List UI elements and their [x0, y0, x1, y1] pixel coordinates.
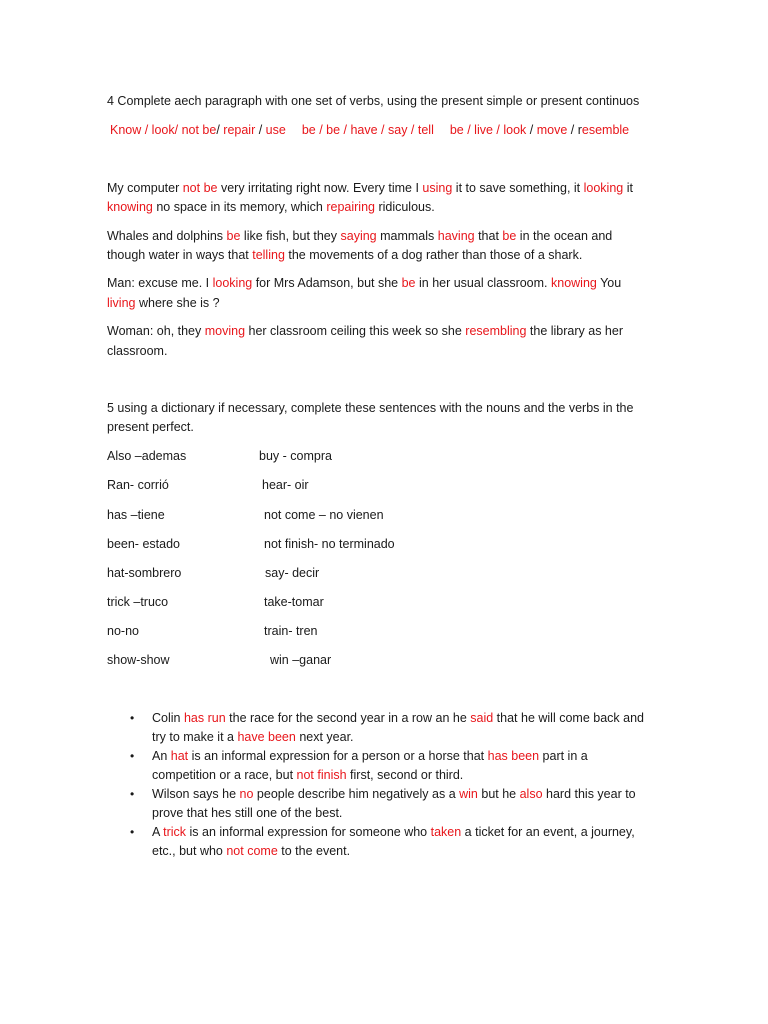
- exercise-4-title: 4 Complete aech paragraph with one set of verbs, using the present simple or present continuos: [107, 94, 640, 108]
- answer: not be: [182, 181, 218, 195]
- vocab-right: not come – no vienen: [264, 508, 384, 522]
- verb-move: move: [536, 123, 568, 137]
- answer: repairing: [326, 200, 375, 214]
- bullet-icon: •: [130, 711, 135, 725]
- vocab-left: show-show: [107, 653, 170, 667]
- answer: be: [401, 276, 416, 290]
- bullet-2-line-2: competition or a race, but not finish first, second or third.: [152, 768, 464, 782]
- bullet-1-line-2: try to make it a have been next year.: [152, 730, 354, 744]
- answer: resembling: [465, 324, 527, 338]
- paragraph-3-line-1: Man: excuse me. I looking for Mrs Adamson, but she be in her usual classroom. knowing You: [107, 276, 622, 290]
- verb-resemble: esemble: [581, 123, 630, 137]
- answer: living: [107, 296, 136, 310]
- bullet-3-line-1: Wilson says he no people describe him negatively as a win but he also hard this year to: [152, 787, 636, 801]
- verb-set-2: be / be / have / say / tell: [301, 123, 434, 137]
- vocab-right: train- tren: [264, 624, 318, 638]
- vocab-left: Ran- corrió: [107, 478, 169, 492]
- separator: /: [526, 123, 537, 137]
- verb-set-1: Know / look/ not be: [110, 123, 217, 137]
- separator: / r: [567, 123, 582, 137]
- bullet-icon: •: [130, 749, 135, 763]
- answer: using: [422, 181, 453, 195]
- vocab-left: hat-sombrero: [107, 566, 182, 580]
- bullet-3-line-2: prove that hes still one of the best.: [152, 806, 343, 820]
- bullet-4-line-2: etc., but who not come to the event.: [152, 844, 351, 858]
- answer: knowing: [551, 276, 597, 290]
- answer: looking: [212, 276, 253, 290]
- paragraph-2-line-1: Whales and dolphins be like fish, but they saying mammals having that be in the ocean and: [107, 229, 613, 243]
- vocab-left: no-no: [107, 624, 139, 638]
- vocab-left: has –tiene: [107, 508, 165, 522]
- paragraph-1-line-2: knowing no space in its memory, which repairing ridiculous.: [107, 200, 435, 214]
- answer: having: [437, 229, 475, 243]
- answer: trick: [163, 825, 187, 839]
- answer: saying: [340, 229, 377, 243]
- answer: have been: [237, 730, 296, 744]
- vocab-right: take-tomar: [264, 595, 324, 609]
- separator: /: [216, 123, 224, 137]
- answer: looking: [583, 181, 624, 195]
- bullet-2-line-1: An hat is an informal expression for a person or a horse that has been part in a: [152, 749, 588, 763]
- vocab-right: hear- oir: [262, 478, 309, 492]
- vocab-right: win –ganar: [270, 653, 332, 667]
- bullet-icon: •: [130, 787, 135, 801]
- answer: also: [519, 787, 543, 801]
- separator: /: [255, 123, 266, 137]
- bullet-icon: •: [130, 825, 135, 839]
- vocab-right: buy - compra: [259, 449, 332, 463]
- vocab-left: Also –ademas: [107, 449, 187, 463]
- vocab-right: say- decir: [265, 566, 320, 580]
- exercise-5-title-line-1: 5 using a dictionary if necessary, complete these sentences with the nouns and the verbs in the: [107, 401, 634, 415]
- vocab-left: been- estado: [107, 537, 180, 551]
- answer: not finish: [296, 768, 347, 782]
- answer: said: [470, 711, 494, 725]
- answer: be: [502, 229, 517, 243]
- answer: telling: [252, 248, 285, 262]
- answer: has run: [183, 711, 226, 725]
- paragraph-2-line-2: though water in ways that telling the movements of a dog rather than those of a shark.: [107, 248, 583, 262]
- bullet-1-line-1: Colin has run the race for the second year in a row an he said that he will come back and: [152, 711, 644, 725]
- answer: taken: [430, 825, 462, 839]
- verb-sets-line: [110, 123, 629, 137]
- verb-set-3: be / live / look: [449, 123, 527, 137]
- paragraph-1-line-1: My computer not be very irritating right now. Every time I using it to save something, it looking it: [107, 181, 633, 195]
- answer: no: [239, 787, 254, 801]
- paragraph-3-line-2: living where she is ?: [107, 296, 220, 310]
- vocab-right: not finish- no terminado: [264, 537, 395, 551]
- answer: knowing: [107, 200, 153, 214]
- answer: win: [459, 787, 478, 801]
- answer: has been: [487, 749, 540, 763]
- answer: moving: [204, 324, 246, 338]
- answer: hat: [170, 749, 189, 763]
- bullet-4-line-1: A trick is an informal expression for someone who taken a ticket for an event, a journey,: [152, 825, 635, 839]
- paragraph-4-line-2: classroom.: [107, 344, 168, 358]
- exercise-5-title-line-2: present perfect.: [107, 420, 194, 434]
- vocab-left: trick –truco: [107, 595, 169, 609]
- answer: be: [226, 229, 241, 243]
- paragraph-4-line-1: Woman: oh, they moving her classroom ceiling this week so she resembling the library as her: [107, 324, 623, 338]
- verb-repair: repair: [223, 123, 256, 137]
- verb-use: use: [265, 123, 286, 137]
- answer: not come: [226, 844, 278, 858]
